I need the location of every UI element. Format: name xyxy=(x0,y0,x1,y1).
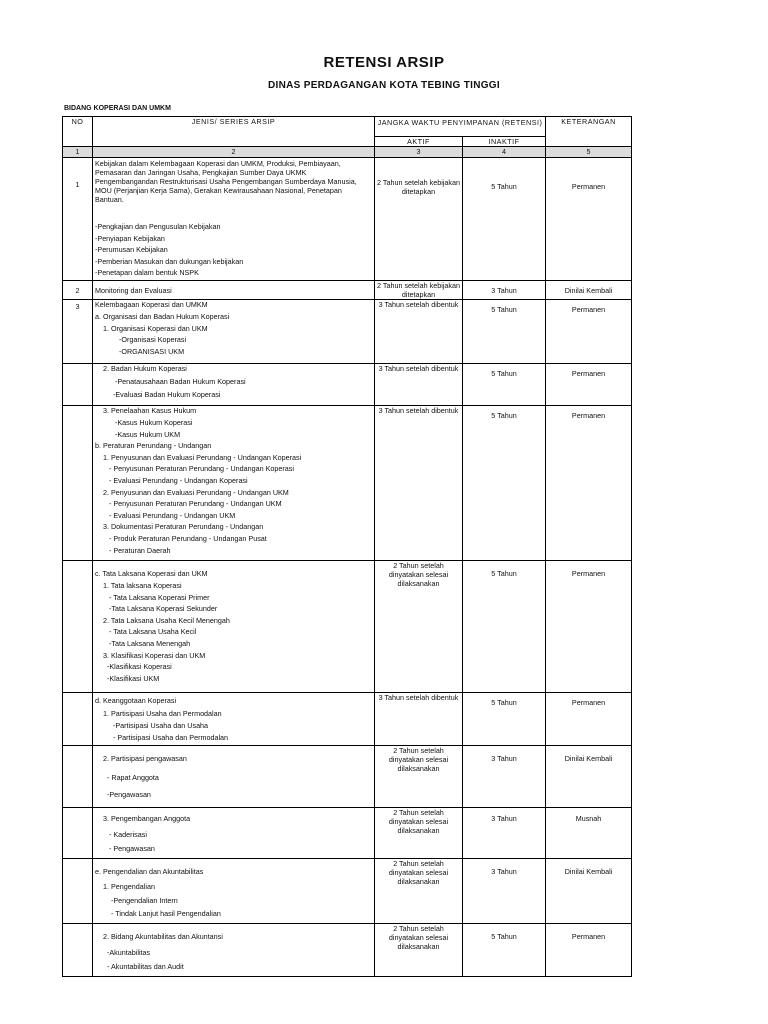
table-row xyxy=(63,923,632,976)
header-inaktif: INAKTIF xyxy=(463,137,546,147)
col-number: 1 xyxy=(63,147,93,158)
row-heading: 2. Partisipasi pengawasan xyxy=(95,753,187,763)
list-item: b. Peraturan Perundang - Undangan xyxy=(95,441,212,451)
row-keterangan: Permanen xyxy=(546,692,632,745)
row-keterangan: Dinilai Kembali xyxy=(546,858,632,923)
row-no xyxy=(63,692,93,745)
list-item: -Partisipasi Usaha dan Usaha xyxy=(95,720,209,730)
row-heading: 2. Bidang Akuntabilitas dan Akuntansi xyxy=(95,931,223,941)
list-item: - Tata Laksana Koperasi Primer xyxy=(95,592,210,602)
row-inaktif: 5 Tahun xyxy=(463,299,546,363)
header-keterangan: KETERANGAN xyxy=(546,117,632,147)
row-jenis xyxy=(93,692,375,745)
row-aktif: 2 Tahun setelah dinyatakan selesai dilaksanakan xyxy=(375,745,463,807)
list-item: - Partisipasi Usaha dan Permodalan xyxy=(95,732,229,742)
row-jenis xyxy=(93,405,375,560)
list-item: -Organisasi Koperasi xyxy=(95,335,187,345)
table-row xyxy=(63,858,632,923)
row-no xyxy=(63,807,93,858)
list-item: -Klasifikasi UKM xyxy=(95,673,160,683)
row-jenis xyxy=(93,363,375,405)
row-inaktif: 5 Tahun xyxy=(463,923,546,976)
list-item: - Produk Peraturan Perundang - Undangan Pusat xyxy=(95,534,267,544)
list-item: - Evaluasi Perundang - Undangan UKM xyxy=(95,510,236,520)
table-row xyxy=(63,692,632,745)
row-aktif: 3 Tahun setelah dibentuk xyxy=(375,299,463,363)
list-item: -Kasus Hukum Koperasi xyxy=(95,418,193,428)
header-no: NO xyxy=(63,117,93,147)
list-item: 1. Partisipasi Usaha dan Permodalan xyxy=(95,708,222,718)
list-item: 3. Klasifikasi Koperasi dan UKM xyxy=(95,650,206,660)
row-no xyxy=(63,745,93,807)
table-row xyxy=(63,158,632,281)
row-heading: d. Keanggotaan Koperasi xyxy=(95,695,177,705)
row-heading: c. Tata Laksana Koperasi dan UKM xyxy=(95,568,208,578)
row-aktif: 2 Tahun setelah dinyatakan selesai dilaksanakan xyxy=(375,560,463,692)
row-keterangan: Permanen xyxy=(546,363,632,405)
row-inaktif: 5 Tahun xyxy=(463,363,546,405)
row-inaktif: 5 Tahun xyxy=(463,560,546,692)
list-item: - Tindak Lanjut hasil Pengendalian xyxy=(95,909,221,918)
header-jangka: JANGKA WAKTU PENYIMPANAN (RETENSI) xyxy=(375,117,546,137)
row-no xyxy=(63,363,93,405)
list-item: -Pemberian Masukan dan dukungan kebijakan xyxy=(95,256,244,266)
row-keterangan: Permanen xyxy=(546,923,632,976)
row-aktif: 2 Tahun setelah dinyatakan selesai dilaksanakan xyxy=(375,807,463,858)
row-jenis xyxy=(93,560,375,692)
list-item: -Perumusan Kebijakan xyxy=(95,245,168,254)
row-no xyxy=(63,405,93,560)
list-item: - Tata Laksana Usaha Kecil xyxy=(95,627,197,637)
row-inaktif: 3 Tahun xyxy=(463,858,546,923)
list-item: 1. Pengendalian xyxy=(95,882,155,891)
row-jenis xyxy=(93,923,375,976)
row-keterangan: Dinilai Kembali xyxy=(546,280,632,299)
page-title: RETENSI ARSIP xyxy=(323,54,445,71)
list-item: -Tata Laksana Koperasi Sekunder xyxy=(95,604,218,614)
table-row xyxy=(63,807,632,858)
list-item: -Penatausahaan Badan Hukum Koperasi xyxy=(95,377,246,386)
list-item: - Penyusunan Peraturan Perundang - Undangan UKM xyxy=(95,499,282,509)
row-no: 2 xyxy=(63,280,93,299)
table-row xyxy=(63,363,632,405)
retention-table xyxy=(62,116,632,977)
list-item: -Pengkajian dan Pengusulan Kebijakan xyxy=(95,222,221,231)
row-aktif: 3 Tahun setelah dibentuk xyxy=(375,405,463,560)
row-inaktif: 5 Tahun xyxy=(463,692,546,745)
row-heading: 3. Penelaahan Kasus Hukum xyxy=(95,405,197,415)
header-jenis: JENIS/ SERIES ARSIP xyxy=(93,117,375,147)
list-item: - Peraturan Daerah xyxy=(95,545,171,555)
list-item: 1. Tata laksana Koperasi xyxy=(95,581,182,591)
row-jenis xyxy=(93,858,375,923)
list-item: - Rapat Anggota xyxy=(95,772,159,782)
row-no xyxy=(63,560,93,692)
row-aktif: 2 Tahun setelah kebijakan ditetapkan xyxy=(375,280,463,299)
list-item: -Evaluasi Badan Hukum Koperasi xyxy=(95,389,221,399)
row-aktif: 3 Tahun setelah dibentuk xyxy=(375,363,463,405)
row-intro: Kebijakan dalam Kelembagaan Koperasi dan UMKM, Produksi, Pembiayaan, Pemasaran dan Jaringan Usaha, Pengkajian Sumber Daya UKMK Pengembangandan Restrukturisasi Usaha Pengembangan Sumberdaya Manusia, MOU (Perjanjian Kerja Sama), Gerakan Kewirausahaan Nasional, Penetapan Bantuan. xyxy=(95,159,357,204)
table-row xyxy=(63,745,632,807)
row-jenis: Monitoring dan Evaluasi xyxy=(93,280,375,299)
row-inaktif: 3 Tahun xyxy=(463,280,546,299)
row-heading: 3. Pengembangan Anggota xyxy=(95,813,191,823)
row-jenis xyxy=(93,158,375,281)
list-item: -Pengendalian Intern xyxy=(95,895,178,905)
list-item: -Akuntabilitas xyxy=(95,947,151,957)
list-item: 2. Tata Laksana Usaha Kecil Menengah xyxy=(95,615,230,625)
table-row xyxy=(63,280,632,299)
list-item: 1. Penyusunan dan Evaluasi Perundang - Undangan Koperasi xyxy=(95,452,302,462)
row-inaktif: 3 Tahun xyxy=(463,807,546,858)
list-item: - Akuntabilitas dan Audit xyxy=(95,961,184,971)
row-no: 3 xyxy=(63,299,93,363)
row-keterangan: Permanen xyxy=(546,560,632,692)
row-keterangan: Permanen xyxy=(546,158,632,281)
table-row xyxy=(63,405,632,560)
col-number: 3 xyxy=(375,147,463,158)
row-heading: Kelembagaan Koperasi dan UMKM xyxy=(95,299,208,309)
row-jenis xyxy=(93,745,375,807)
list-item: 1. Organisasi Koperasi dan UKM xyxy=(95,323,208,333)
row-no xyxy=(63,858,93,923)
list-item: - Kaderisasi xyxy=(95,829,147,839)
row-keterangan: Dinilai Kembali xyxy=(546,745,632,807)
col-number: 4 xyxy=(463,147,546,158)
row-no: 1 xyxy=(63,158,93,281)
row-aktif: 2 Tahun setelah dinyatakan selesai dilaksanakan xyxy=(375,858,463,923)
row-keterangan: Permanen xyxy=(546,299,632,363)
list-item: - Penyusunan Peraturan Perundang - Undangan Koperasi xyxy=(95,464,294,474)
list-item: - Evaluasi Perundang - Undangan Koperasi xyxy=(95,476,248,486)
list-item: -Kasus Hukum UKM xyxy=(95,429,181,439)
section-label: BIDANG KOPERASI DAN UMKM xyxy=(64,105,171,112)
col-number: 2 xyxy=(93,147,375,158)
page-subtitle: DINAS PERDAGANGAN KOTA TEBING TINGGI xyxy=(268,80,500,91)
row-keterangan: Permanen xyxy=(546,405,632,560)
header-aktif: AKTIF xyxy=(375,137,463,147)
list-item: - Pengawasan xyxy=(95,843,155,853)
list-item: -Pengawasan xyxy=(95,789,151,799)
list-item: -Penyiapan Kebijakan xyxy=(95,233,165,243)
row-inaktif: 5 Tahun xyxy=(463,405,546,560)
row-inaktif: 5 Tahun xyxy=(463,158,546,281)
row-jenis xyxy=(93,807,375,858)
list-item: -Klasifikasi Koperasi xyxy=(95,662,172,672)
table-row xyxy=(63,560,632,692)
list-item: -Penetapan dalam bentuk NSPK xyxy=(95,268,199,277)
row-no xyxy=(63,923,93,976)
list-item: a. Organisasi dan Badan Hukum Koperasi xyxy=(95,312,230,322)
list-item: -ORGANISASI UKM xyxy=(95,346,185,356)
row-heading: e. Pengendalian dan Akuntabilitas xyxy=(95,866,204,876)
list-item: 3. Dokumentasi Peraturan Perundang - Undangan xyxy=(95,522,264,532)
list-item: 2. Penyusunan dan Evaluasi Perundang - Undangan UKM xyxy=(95,487,289,497)
row-aktif: 2 Tahun setelah dinyatakan selesai dilaksanakan xyxy=(375,923,463,976)
table-row xyxy=(63,299,632,363)
row-keterangan: Musnah xyxy=(546,807,632,858)
row-aktif: 2 Tahun setelah kebijakan ditetapkan xyxy=(375,158,463,281)
row-inaktif: 3 Tahun xyxy=(463,745,546,807)
col-number: 5 xyxy=(546,147,632,158)
list-item: -Tata Laksana Menengah xyxy=(95,639,191,649)
row-aktif: 3 Tahun setelah dibentuk xyxy=(375,692,463,745)
row-heading: 2. Badan Hukum Koperasi xyxy=(95,363,187,373)
row-jenis xyxy=(93,299,375,363)
